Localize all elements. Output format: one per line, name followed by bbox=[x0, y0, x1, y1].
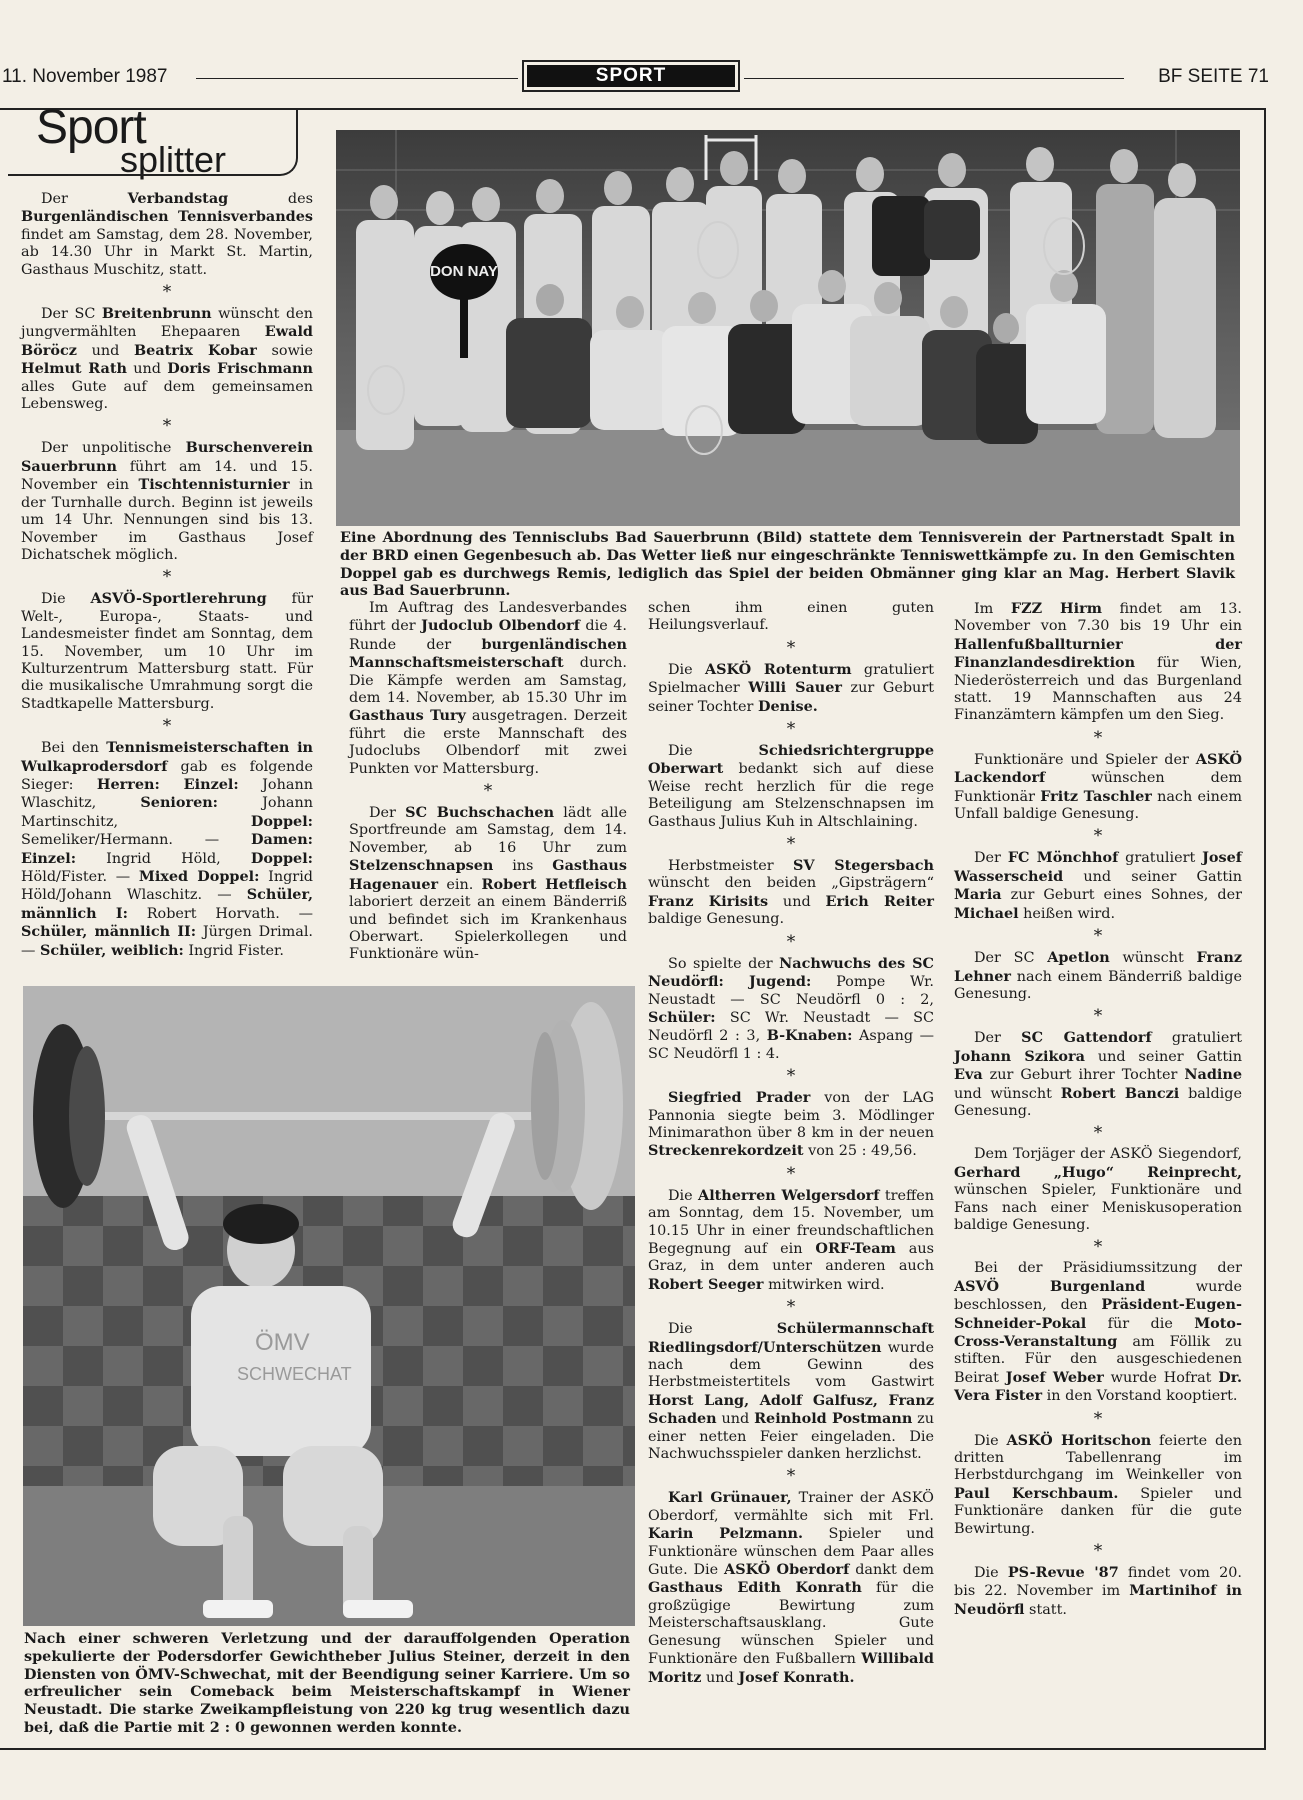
news-item-bold-run: PS-Revue '87 bbox=[1007, 1564, 1119, 1582]
news-item-bold-run: Senioren: bbox=[140, 794, 218, 812]
news-item-text-run: lädt alle Sportfreunde am Samstag, dem 14. November, ab 16 Uhr zum bbox=[349, 805, 627, 856]
weightlifter-photo bbox=[23, 986, 635, 1626]
news-item-text-run: zur Geburt seiner Tochter bbox=[648, 680, 934, 715]
news-item-text-run: für die großzügige Bewirtung zum Meisterschaftsausklang. Gute Genesung wünschen Spieler und Funktionäre den Fußballern bbox=[648, 1580, 934, 1668]
separator-asterisk: * bbox=[1093, 826, 1103, 847]
news-item-text-run: Die bbox=[668, 1187, 699, 1204]
news-item-bold-run: Hallenfußballturnier der Finanzlandesdirektion bbox=[954, 635, 1242, 672]
news-item-text-run: Die bbox=[974, 1565, 1008, 1582]
news-item-bold-run: Robert Banczi bbox=[1060, 1084, 1180, 1102]
news-item-text-run: Ingrid Höld, bbox=[76, 850, 251, 867]
news-item-text-run: führt am 14. und 15. November ein bbox=[21, 458, 313, 494]
news-item bbox=[648, 661, 934, 716]
news-item-text-run: wünscht den jungvermählten Ehepaaren bbox=[21, 306, 313, 341]
news-item-bold-run: Präsident-Eugen-Schneider-Pokal bbox=[954, 1296, 1242, 1332]
news-item-text-run: Im Auftrag des Landesverbandes führt der bbox=[349, 600, 627, 635]
news-item-text-run: Die bbox=[974, 1432, 1007, 1449]
masthead-title-splitter: splitter bbox=[120, 139, 227, 180]
news-item-bold-run: Burschenverein Sauerbrunn bbox=[21, 439, 313, 475]
news-item-bold-run: Josef Weber bbox=[1005, 1368, 1104, 1386]
header-rule-left bbox=[196, 78, 518, 79]
news-item-bold-run: Schüler: bbox=[648, 1008, 716, 1026]
news-item-text-run: Der SC bbox=[974, 950, 1048, 967]
news-item bbox=[21, 590, 313, 713]
news-item-bold-run: Denise. bbox=[757, 697, 818, 715]
news-item bbox=[21, 305, 313, 413]
tennis-team-photo bbox=[336, 130, 1240, 526]
news-item-text-run: So spielte der bbox=[668, 955, 780, 972]
weightlifter-photo-image bbox=[23, 986, 635, 1626]
news-item-text-run: Ingrid Höld/Johann Wlaschitz. — bbox=[21, 869, 314, 904]
news-item bbox=[21, 739, 313, 960]
news-item-text-run: wurde nach dem Gewinn des Herbstmeistertitels vom Gastwirt bbox=[648, 1339, 934, 1391]
news-item bbox=[21, 439, 313, 564]
news-item-text-run: Der bbox=[369, 805, 406, 822]
header-rule-right bbox=[744, 78, 1124, 79]
news-item-text-run: wünschen Spieler, Funktionäre und Fans nach einer Meniskusoperation baldige Genesung. bbox=[954, 1182, 1242, 1233]
news-item bbox=[648, 1187, 934, 1294]
separator-asterisk: * bbox=[1093, 1541, 1103, 1562]
news-item-bold-run: Apetlon bbox=[1047, 949, 1110, 967]
news-item-bold-run: ASKÖ Lackendorf bbox=[954, 750, 1242, 787]
news-item-text-run: am Föllik zu stiften. Für den ausgeschiedenen Beirat bbox=[954, 1334, 1242, 1386]
news-item-text-run: Dem Torjäger der ASKÖ Siegendorf, bbox=[974, 1146, 1242, 1163]
news-item-bold-run: ASKÖ Horitschon bbox=[1006, 1431, 1152, 1449]
news-item-bold-run: Franz Kirisits bbox=[648, 892, 769, 910]
separator-asterisk: * bbox=[786, 1163, 796, 1184]
news-item bbox=[21, 190, 313, 279]
news-item-text-run: gab es folgende Sieger: bbox=[21, 758, 313, 793]
news-item-bold-run: Horst Lang, Adolf Galfusz, Franz Schaden bbox=[648, 1391, 934, 1428]
column-4 bbox=[954, 600, 1242, 1619]
news-item-text-run: Der SC bbox=[41, 306, 102, 323]
news-item-text-run: treffen am Sonntag, dem 15. November, um 10.15 Uhr in einer freundschaftlichen Begegnung auf ein bbox=[648, 1187, 935, 1257]
racket-brand-text: DON NAY bbox=[430, 263, 498, 280]
shirt-logo-text: ÖMV bbox=[255, 1329, 310, 1356]
column-1 bbox=[21, 190, 313, 960]
news-item-text-run: feierte den dritten Tabellenrang im Herbstdurchgang im Weinkeller von bbox=[954, 1432, 1242, 1484]
separator-asterisk: * bbox=[162, 716, 172, 737]
masthead-rule bbox=[8, 174, 148, 176]
news-item-bold-run: SC Buchschachen bbox=[405, 804, 555, 822]
frame-bottom-rule bbox=[0, 1748, 1266, 1750]
news-item-bold-run: Siegfried Prader bbox=[668, 1089, 811, 1107]
news-item-bold-run: Doris Frischmann bbox=[167, 360, 313, 378]
news-item-bold-run: Josef Wasserscheid bbox=[954, 849, 1242, 885]
separator-asterisk: * bbox=[786, 637, 796, 658]
news-item-text-run: Jürgen Drimal. — bbox=[21, 924, 313, 959]
news-item-text-run: findet am Samstag, dem 28. November, ab 14.30 Uhr in Markt St. Martin, Gasthaus Muschitz, statt. bbox=[21, 226, 313, 278]
news-item-bold-run: Dr. Vera Fister bbox=[954, 1368, 1243, 1405]
news-item-text-run: die 4. Runde der bbox=[349, 618, 627, 653]
news-item-text-run: Pompe Wr. Neustadt — SC Neudörfl 0 : 2, bbox=[648, 974, 934, 1008]
news-item-text-run: Der bbox=[974, 1030, 1022, 1047]
news-item-text-run: nach einem Unfall baldige Genesung. bbox=[954, 788, 1242, 823]
news-item-text-run: laboriert derzeit an einem Bänderriß und befindet sich im Krankenhaus Oberwart. Spielerkollegen und Funktionäre wün- bbox=[349, 894, 627, 963]
separator-asterisk: * bbox=[1093, 926, 1103, 947]
tennis-team-photo-image bbox=[336, 130, 1240, 526]
issue-date: 11. November 1987 bbox=[2, 66, 168, 87]
separator-asterisk: * bbox=[162, 282, 172, 303]
news-item-text-run: Johann Martinschitz, bbox=[21, 795, 313, 830]
separator-asterisk: * bbox=[1093, 1123, 1103, 1144]
separator-asterisk: * bbox=[1093, 727, 1103, 748]
news-item-bold-run: Franz Lehner bbox=[954, 949, 1242, 985]
news-item bbox=[954, 751, 1242, 824]
news-item-text-run: für Wien, Niederösterreich und das Burgenland statt. 19 Mannschaften aus 24 Finanzämtern kämpfen um den Sieg. bbox=[954, 655, 1242, 724]
news-item-text-run: wünscht bbox=[1109, 950, 1197, 967]
news-item-text-run: mitwirken wird. bbox=[763, 1276, 885, 1293]
shirt-club-text: SCHWECHAT bbox=[237, 1364, 352, 1384]
news-item-bold-run: Eva bbox=[954, 1066, 983, 1084]
news-item-bold-run: Paul Kerschbaum. bbox=[954, 1484, 1119, 1502]
news-item-text-run: Herbstmeister bbox=[668, 858, 793, 875]
news-item-text-run: heißen wird. bbox=[1018, 905, 1116, 922]
news-item-bold-run: Mixed Doppel: bbox=[138, 868, 260, 885]
news-item-bold-run: Schülermannschaft Riedlingsdorf/Unterschützen bbox=[648, 1320, 934, 1356]
news-item-text-run: Robert Horvath. — bbox=[127, 905, 313, 922]
news-item-bold-run: Stelzenschnapsen bbox=[349, 857, 494, 875]
news-item-bold-run: Breitenbrunn bbox=[101, 305, 212, 323]
news-item-text-run: und bbox=[768, 893, 826, 910]
news-item-bold-run: Gerhard „Hugo“ Reinprecht, bbox=[954, 1163, 1242, 1181]
news-item-bold-run: Beatrix Kobar bbox=[134, 341, 257, 359]
news-item-bold-run: Willi Sauer bbox=[748, 679, 842, 697]
news-item-bold-run: Schiedsrichtergruppe Oberwart bbox=[648, 742, 934, 778]
news-item-text-run: in der Turnhalle durch. Beginn ist jeweils um 14 Uhr. Nennungen sind bis 13. November im Gasthaus Josef Dichatschek möglich. bbox=[21, 477, 313, 563]
news-item-bold-run: Reinhold Postmann bbox=[754, 1410, 913, 1428]
news-item-text-run: Johann Wlaschitz, bbox=[21, 776, 313, 812]
news-item-text-run: Bei den bbox=[41, 740, 107, 757]
news-item-text-run: von 25 : 49,56. bbox=[803, 1143, 917, 1160]
weightlifter-photo-caption: Nach einer schweren Verletzung und der darauffolgenden Operation spekulierte der Podersdorfer Gewichtheber Julius Steiner, derzeit in den Diensten von ÖMV-Schwechat, mit der Beendigung seiner Karriere. Um so erfreulicher sein Comeback beim Meisterschaftskampf in Wiener Neustadt. Die starke Zweikampfleistung von 220 kg trug wesentlich dazu bei, daß die Partie mit 2 : 0 gewonnen werden konnte. bbox=[24, 1630, 630, 1736]
news-item-text-run: Die bbox=[668, 661, 705, 678]
news-item-text-run: in den Vorstand kooptiert. bbox=[1042, 1388, 1238, 1405]
news-item-text-run: dankt dem bbox=[849, 1562, 934, 1579]
separator-asterisk: * bbox=[162, 567, 172, 588]
separator-asterisk: * bbox=[162, 416, 172, 437]
news-item-bold-run: Gasthaus Hagenauer bbox=[349, 857, 627, 893]
news-item-bold-run: Nachwuchs des SC Neudörfl: Jugend: bbox=[648, 954, 934, 991]
news-item-bold-run: SV Stegersbach bbox=[792, 857, 935, 875]
news-item bbox=[954, 849, 1242, 923]
news-item-bold-run: Herren: Einzel: bbox=[96, 775, 239, 793]
separator-asterisk: * bbox=[786, 1297, 796, 1318]
news-item bbox=[954, 600, 1242, 725]
news-item-bold-run: Tischtennisturnier bbox=[138, 476, 290, 494]
separator-asterisk: * bbox=[786, 1066, 796, 1087]
news-item-text-run: Spieler und Funktionäre danken für die gute Bewirtung. bbox=[954, 1485, 1242, 1537]
news-item-bold-run: Maria bbox=[954, 886, 1002, 904]
news-item bbox=[954, 1432, 1242, 1538]
news-item-text-run: bedankt sich auf diese Weise recht herzlich für die rege Beteiligung am Stelzenschnapsen im Gasthaus Julius Kuh in Altschlaining. bbox=[648, 761, 934, 830]
news-item-text-run: Die bbox=[668, 743, 759, 760]
news-item-bold-run: Streckenrekordzeit bbox=[648, 1142, 804, 1160]
news-item-text-run: des bbox=[228, 191, 313, 207]
news-item-text-run: für Welt-, Europa-, Staats- und Landesmeister findet am Sonntag, dem 15. November, um 10 Uhr im Kulturzentrum Mattersburg statt. Für die musikalische Umrahmung sorgt die Stadtkapelle Mattersburg. bbox=[21, 591, 313, 712]
news-item-bold-run: FZZ Hirm bbox=[1010, 600, 1102, 617]
separator-asterisk: * bbox=[786, 719, 796, 740]
section-label: SPORT bbox=[527, 65, 735, 87]
news-item bbox=[648, 742, 934, 831]
news-item-bold-run: Erich Reiter bbox=[825, 892, 934, 910]
news-item-text-run: von der LAG Pannonia siegte beim 3. Mödlinger Minimarathon über 8 km in der neuen bbox=[648, 1090, 934, 1141]
news-item-text-run: statt. bbox=[1024, 1601, 1067, 1618]
news-item-bold-run: Schüler, männlich I: bbox=[21, 886, 313, 922]
news-item-bold-run: Karl Grünauer, bbox=[668, 1489, 792, 1507]
news-item-text-run: Ingrid Fister. bbox=[183, 942, 284, 959]
news-item-bold-run: Michael bbox=[954, 904, 1019, 922]
news-item-text-run: und bbox=[701, 1669, 739, 1686]
news-item bbox=[648, 1089, 934, 1161]
news-item-text-run: und seiner Gattin bbox=[1084, 1048, 1242, 1065]
news-item-text-run: Der bbox=[974, 850, 1008, 867]
column-2 bbox=[349, 600, 627, 964]
news-item-bold-run: Robert Hetfleisch bbox=[481, 875, 627, 893]
news-item-text-run: und seiner Gattin bbox=[1063, 868, 1242, 885]
news-item-bold-run: ASKÖ Rotenturm bbox=[704, 660, 852, 678]
news-item bbox=[648, 1320, 934, 1463]
news-item-text-run: und bbox=[716, 1411, 755, 1428]
masthead-title-sport: Sport bbox=[36, 101, 146, 154]
news-item-text-run: Semeliker/Hermann. — bbox=[21, 832, 252, 849]
news-item-bold-run: Helmut Rath bbox=[21, 360, 127, 378]
news-item-text-run: nach einem Bänderriß baldige Genesung. bbox=[954, 968, 1242, 1002]
news-item bbox=[648, 955, 934, 1063]
news-item-bold-run: ORF-Team bbox=[815, 1239, 896, 1257]
news-item-bold-run: Gasthaus Tury bbox=[349, 707, 466, 725]
news-item-bold-run: Robert Seeger bbox=[648, 1275, 764, 1293]
news-item-bold-run: Verbandstag bbox=[127, 190, 229, 207]
news-item-text-run: wünscht den beiden „Gipsträgern“ bbox=[648, 875, 934, 892]
news-item-bold-run: Tennismeisterschaften in Wulkaprodersdorf bbox=[21, 739, 313, 775]
news-item-bold-run: Judoclub Olbendorf bbox=[421, 617, 580, 635]
news-item-text-run: alles Gute auf dem gemeinsamen Lebensweg. bbox=[21, 378, 313, 413]
news-item-bold-run: Burgenländischen Tennisverbandes bbox=[21, 208, 313, 226]
news-item-bold-run: burgenländischen Mannschaftsmeisterschaft bbox=[349, 635, 627, 672]
news-item-bold-run: Moto-Cross-Veranstaltung bbox=[954, 1314, 1242, 1350]
news-item-text-run: und bbox=[76, 342, 135, 359]
news-item-text-run: Spieler und Funktionäre wünschen dem Paar alles Gute. Die bbox=[648, 1526, 934, 1579]
news-item bbox=[954, 1029, 1242, 1120]
news-item bbox=[349, 804, 627, 964]
news-item-bold-run: Doppel: bbox=[250, 812, 313, 830]
news-item bbox=[648, 1489, 934, 1686]
news-item-text-run: Der bbox=[41, 191, 128, 207]
news-item-text-run: für die bbox=[1086, 1315, 1195, 1332]
news-item bbox=[954, 949, 1242, 1003]
news-item-text-run: Die bbox=[41, 591, 91, 608]
news-item bbox=[954, 1564, 1242, 1619]
tennis-photo-caption: Eine Abordnung des Tennisclubs Bad Sauerbrunn (Bild) stattete dem Tennisverein der Partnerstadt Spalt in der BRD einen Gegenbesuch ab. Das Wetter ließ nur eingeschränkte Tenniswettkämpfe zu. In den Gemischten Doppel gab es durchwegs Remis, lediglich das Spiel der beiden Obmänner ging klar an Mag. Herbert Slavik aus Bad Sauerbrunn. bbox=[340, 529, 1235, 600]
news-item-text-run: findet vom 20. bis 22. November im bbox=[954, 1565, 1242, 1600]
news-item-text-run: sowie bbox=[256, 342, 314, 359]
news-item-bold-run: Karin Pelzmann. bbox=[648, 1525, 804, 1543]
news-item-text-run: Bei der Präsidiumssitzung der bbox=[974, 1260, 1242, 1277]
news-item bbox=[954, 1146, 1242, 1234]
news-item-bold-run: Gasthaus Edith Konrath bbox=[648, 1579, 862, 1597]
news-item-text-run: und bbox=[126, 361, 168, 378]
separator-asterisk: * bbox=[483, 781, 493, 802]
news-item-text-run: baldige Genesung. bbox=[648, 911, 785, 928]
news-item-text-run: ausgetragen. Derzeit führt die erste Mannschaft des Judoclubs Olbendorf mit zwei Punkten vor Mattersburg. bbox=[349, 708, 627, 777]
separator-asterisk: * bbox=[1093, 1408, 1103, 1429]
news-item-text-run: zur Geburt eines Sohnes, der bbox=[1001, 887, 1242, 904]
news-item-text-run: Aspang — SC Neudörfl 1 : 4. bbox=[648, 1028, 935, 1062]
frame-right-rule bbox=[1264, 108, 1266, 1750]
news-item-text-run: baldige Genesung. bbox=[954, 1085, 1243, 1119]
news-item-bold-run: ASKÖ Oberdorf bbox=[724, 1561, 850, 1579]
news-item-text-run: ins bbox=[493, 858, 553, 875]
news-item-text-run: Höld/Fister. — bbox=[21, 869, 139, 885]
news-item-bold-run: Willibald Moritz bbox=[648, 1650, 934, 1686]
news-item-bold-run: FC Mönchhof bbox=[1007, 849, 1119, 867]
news-item-text-run: wurde beschlossen, den bbox=[954, 1278, 1242, 1314]
news-item-text-run: Der unpolitische bbox=[41, 440, 186, 457]
news-item-bold-run: B-Knaben: bbox=[766, 1027, 853, 1045]
separator-asterisk: * bbox=[1093, 1006, 1103, 1027]
news-item bbox=[954, 1260, 1242, 1405]
news-item-bold-run: Fritz Taschler bbox=[1040, 787, 1152, 805]
page-number: BF SEITE 71 bbox=[1158, 66, 1269, 87]
section-label-box bbox=[522, 60, 740, 92]
news-item-text-run: ein. bbox=[438, 876, 482, 893]
news-item-bold-run: Josef Konrath. bbox=[738, 1668, 855, 1686]
news-item-bold-run: Altherren Welgersdorf bbox=[698, 1186, 880, 1204]
news-item-text-run: gratuliert Spielmacher bbox=[648, 661, 934, 697]
news-item-text-run: Im bbox=[974, 601, 1011, 617]
news-item-bold-run: ASVÖ Burgenland bbox=[954, 1277, 1146, 1295]
news-item-text-run: wünschen dem Funktionär bbox=[954, 770, 1242, 805]
news-item-text-run: Die bbox=[668, 1321, 777, 1338]
news-item bbox=[648, 600, 934, 635]
news-item-text-run: gratuliert bbox=[1118, 850, 1203, 867]
news-item-text-run: Funktionäre und Spieler der bbox=[974, 751, 1196, 768]
news-item-bold-run: Nadine bbox=[1184, 1066, 1242, 1084]
news-item bbox=[648, 857, 934, 929]
news-item-text-run: gratuliert bbox=[1151, 1030, 1242, 1047]
news-item-bold-run: ASVÖ-Sportlerehrung bbox=[90, 590, 267, 608]
news-item-bold-run: Doppel: bbox=[250, 849, 313, 867]
separator-asterisk: * bbox=[786, 931, 796, 952]
column-3 bbox=[648, 600, 934, 1687]
news-item-text-run: wurde Hofrat bbox=[1103, 1369, 1219, 1386]
news-item-bold-run: SC Gattendorf bbox=[1021, 1029, 1152, 1047]
news-item-text-run: und wünscht bbox=[954, 1085, 1061, 1102]
news-item-bold-run: Johann Szikora bbox=[954, 1047, 1085, 1065]
news-item-text-run: aus Graz, in dem unter anderen auch bbox=[648, 1240, 934, 1275]
separator-asterisk: * bbox=[786, 1466, 796, 1487]
news-item-bold-run: Martinihof in Neudörfl bbox=[954, 1582, 1242, 1618]
news-item-text-run: schen ihm einen guten Heilungsverlauf. bbox=[648, 600, 934, 634]
news-item-text-run: findet am 13. November von 7.30 bis 19 Uhr ein bbox=[954, 601, 1242, 635]
separator-asterisk: * bbox=[1093, 1237, 1103, 1258]
news-item-bold-run: Damen: Einzel: bbox=[21, 831, 313, 867]
separator-asterisk: * bbox=[786, 834, 796, 855]
news-item-text-run: zur Geburt ihrer Tochter bbox=[982, 1067, 1185, 1084]
news-item-text-run: durch. Die Kämpfe werden am Samstag, dem 14. November, ab 15.30 Uhr im bbox=[349, 655, 627, 707]
news-item-bold-run: Schüler, männlich II: bbox=[21, 923, 197, 941]
news-item-bold-run: Ewald Böröcz bbox=[21, 323, 313, 359]
news-item-text-run: SC Wr. Neustadt — SC Neudörfl 2 : 3, bbox=[648, 1009, 934, 1045]
news-item-text-run: Trainer der ASKÖ Oberdorf, vermählte sich mit Frl. bbox=[648, 1490, 934, 1524]
news-item-bold-run: Schüler, weiblich: bbox=[39, 941, 184, 959]
news-item bbox=[349, 600, 627, 778]
news-item-text-run: zu einer netten Feier eingeladen. Die Nachwuchsspieler danken herzlichst. bbox=[648, 1411, 934, 1463]
